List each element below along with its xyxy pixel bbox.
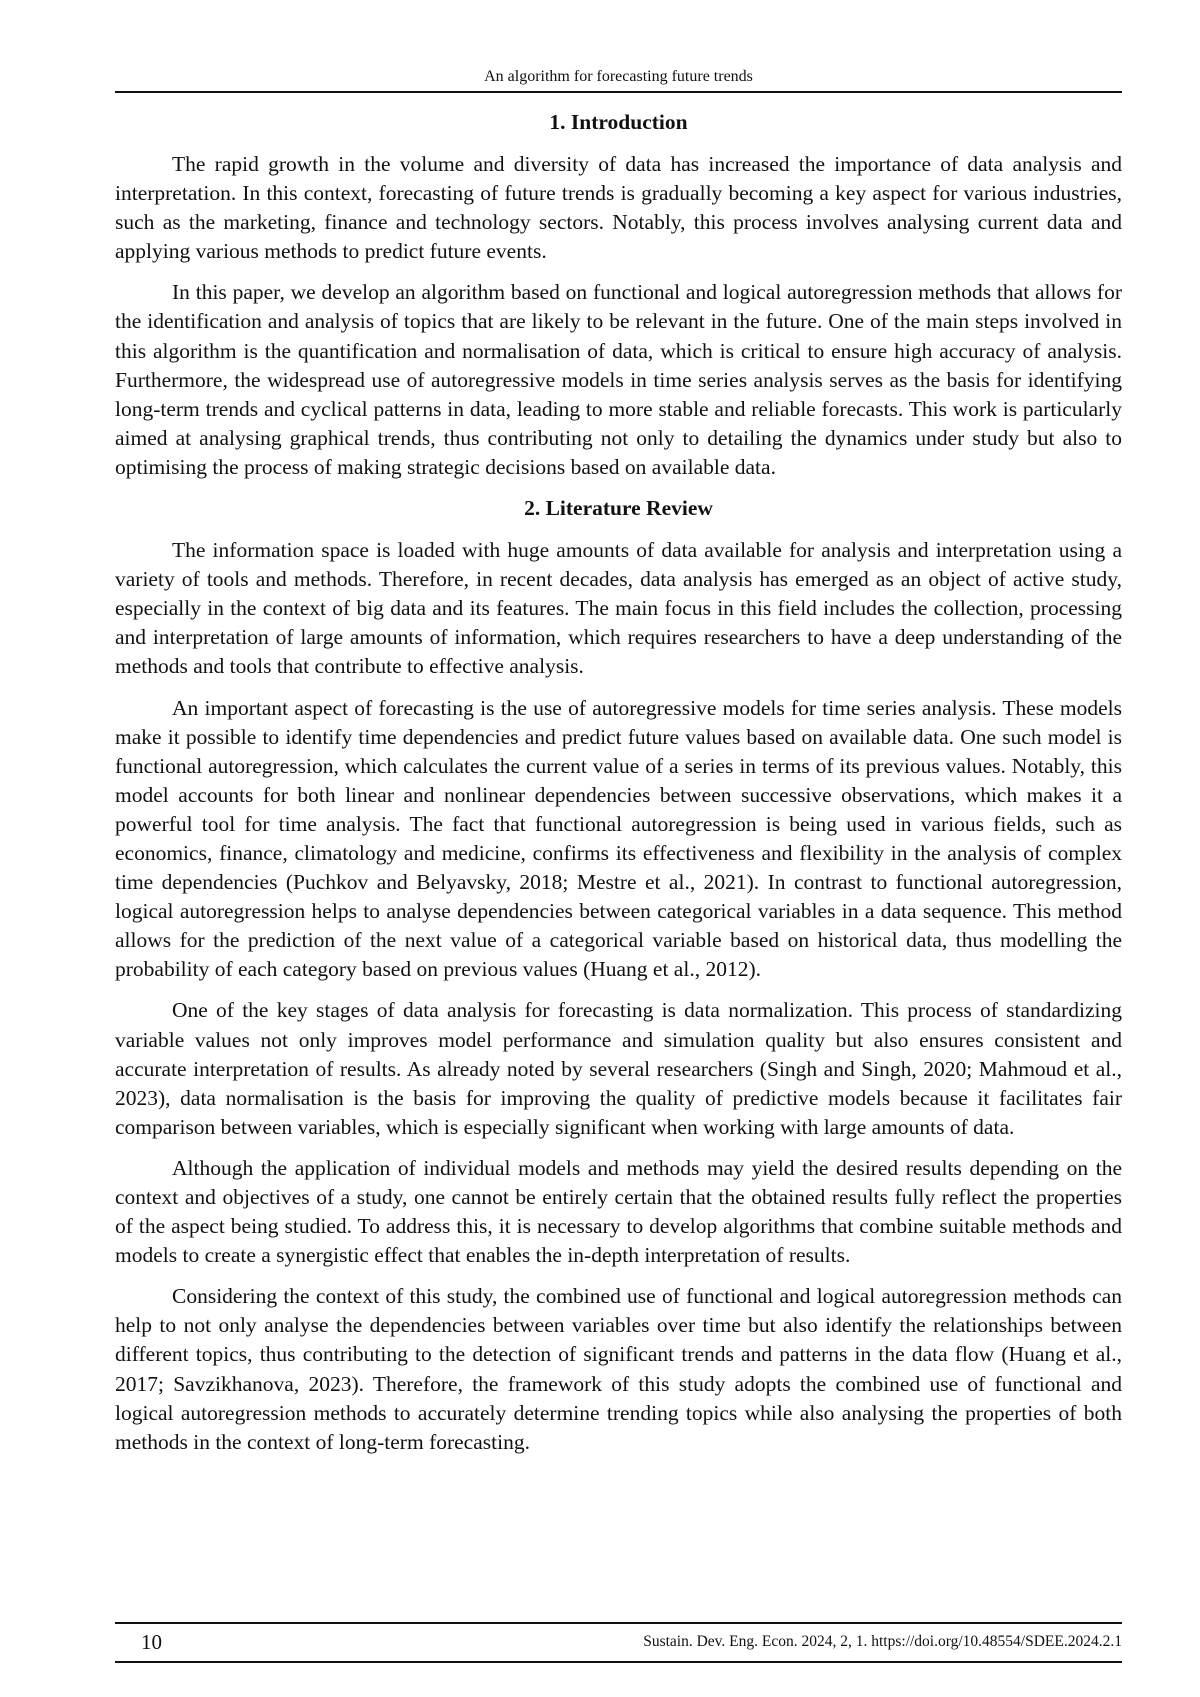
paragraph: One of the key stages of data analysis for forecasting is data normalization. This process of standardizing variable values not only improves model performance and simulation quality but also ensures consistent and accurate interpretation of results. As already noted by several researchers (Singh and Singh, 2020; Mahmoud et al., 2023), data normalisation is the basis for improving the quality of predictive models because it facilitates fair comparison between variables, which is especially significant when working with large amounts of data. (115, 998, 1122, 1139)
section-introduction (115, 108, 1122, 482)
page-number: 10 (141, 1630, 162, 1654)
paragraph: Although the application of individual models and methods may yield the desired results depending on the context and objectives of a study, one cannot be entirely certain that the obtained results fully reflect the properties of the aspect being studied. To address this, it is necessary to develop algorithms that combine suitable methods and models to create a synergistic effect that enables the in-depth interpretation of results. (115, 1155, 1122, 1268)
paragraph: The rapid growth in the volume and diversity of data has increased the importance of data analysis and interpretation. In this context, forecasting of future trends is gradually becoming a key aspect for various industries, such as the marketing, finance and technology sectors. Notably, this process involves analysing current data and applying various methods to predict future events. (115, 152, 1122, 264)
paragraph: In this paper, we develop an algorithm based on functional and logical autoregression methods that allows for the identification and analysis of topics that are likely to be relevant in the future. One of the main steps involved in this algorithm is the quantification and normalisation of data, which is critical to ensure high accuracy of analysis. Furthermore, the widespread use of autoregressive models in time series analysis serves as the basis for identifying long-term trends and cyclical patterns in data, leading to more stable and reliable forecasts. This work is particularly aimed at analysing graphical trends, thus contributing not only to detailing the dynamics under study but also to optimising the process of making strategic decisions based on available data. (115, 280, 1122, 479)
footer-rule-bottom (115, 1661, 1122, 1663)
section-literature-review (115, 494, 1122, 1457)
paragraph: An important aspect of forecasting is the use of autoregressive models for time series analysis. These models make it possible to identify time dependencies and predict future values based on available data. One such model is functional autoregression, which calculates the current value of a series in terms of its previous values. Notably, this model accounts for both linear and nonlinear dependencies between successive observations, which makes it a powerful tool for time analysis. The fact that functional autoregression is being used in various fields, such as economics, finance, climatology and medicine, confirms its effectiveness and flexibility in the analysis of complex time dependencies (Puchkov and Belyavsky, 2018; Mestre et al., 2021). In contrast to functional autoregression, logical autoregression helps to analyse dependencies between categorical variables in a data sequence. This method allows for the prediction of the next value of a categorical variable based on historical data, thus modelling the probability of each category based on previous values (Huang et al., 2012). (115, 695, 1122, 982)
section-heading: 1. Introduction (549, 110, 688, 134)
section-heading: 2. Literature Review (524, 496, 713, 521)
paragraph: Considering the context of this study, the combined use of functional and logical autoregression methods can help to not only analyse the dependencies between variables over time but also identify the relationships between different topics, thus contributing to the detection of significant trends and patterns in the data flow (Huang et al., 2017; Savzikhanova, 2023). Therefore, the framework of this study adopts the combined use of functional and logical autoregression methods to accurately determine trending topics while also analysing the properties of both methods in the context of long-term forecasting. (115, 1284, 1122, 1454)
header-rule (115, 91, 1122, 93)
footer-citation: Sustain. Dev. Eng. Econ. 2024, 2, 1. https://doi.org/10.48554/SDEE.2024.2.1 (643, 1633, 1122, 1650)
running-header: An algorithm for forecasting future trends (484, 68, 753, 85)
article-body (115, 108, 1122, 1469)
paragraph: The information space is loaded with huge amounts of data available for analysis and interpretation using a variety of tools and methods. Therefore, in recent decades, data analysis has emerged as an object of active study, especially in the context of big data and its features. The main focus in this field includes the collection, processing and interpretation of large amounts of information, which requires researchers to have a deep understanding of the methods and tools that contribute to effective analysis. (115, 538, 1122, 679)
footer-rule-top (115, 1622, 1122, 1624)
